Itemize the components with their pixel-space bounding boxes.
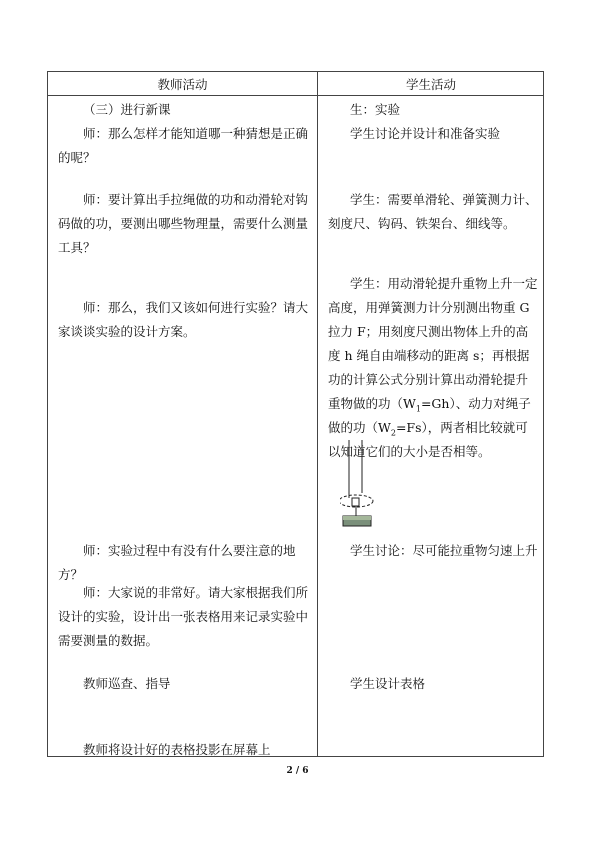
pulley-hook: [352, 498, 359, 506]
student-discuss-design: 学生讨论并设计和准备实验: [350, 126, 501, 141]
teacher-project-table: 教师将设计好的表格投影在屏幕上: [83, 742, 271, 757]
student-design-table: 学生设计表格: [350, 676, 426, 691]
student-method: 学生：用动滑轮提升重物上升一定高度，用弹簧测力计分别测出物重 G 拉力 F；用刻度尺测出物体上升的高度 h 绳自由端移动的距离 s；再根据功的计算公式分别计算出动滑轮提升重物做的功$(W_1=Gh)$、动力对绳子做的功$(W_2=Fs)$，两者相比较就可以知道它们的大小是否相等。: [328, 276, 538, 459]
student-discuss-uniform: 学生讨论：尽可能拉重物匀速上升: [350, 543, 538, 558]
header-teacher-activity: 教师活动: [157, 77, 208, 92]
pulley-apparatus-diagram: [340, 438, 400, 533]
teacher-new-lesson: （三）进行新课: [83, 102, 171, 117]
teacher-question-design: 师：那么，我们又该如何进行实验？请大家谈谈实验的设计方案。: [58, 300, 309, 339]
teacher-question-guess: 师：那么怎样才能知道哪一种猜想是正确的呢？: [58, 126, 309, 165]
header-student-activity: 学生活动: [405, 77, 456, 92]
student-equipment: 学生：需要单滑轮、弹簧测力计、刻度尺、钩码、铁架台、细线等。: [328, 192, 538, 231]
header-divider: [48, 95, 543, 96]
teacher-question-measure: 师：要计算出手拉绳做的功和动滑轮对钩码做的功，要测出哪些物理量，需要什么测量工具？: [58, 192, 309, 255]
weight-top: [343, 516, 371, 520]
teacher-question-caution: 师：实验过程中有没有什么要注意的地方？: [58, 543, 296, 582]
student-experiment: 生：实验: [350, 102, 401, 117]
pulley-circle: [340, 495, 373, 507]
teacher-design-table: 师：大家说的非常好。请大家根据我们所设计的实验，设计出一张表格用来记录实验中需要测量的数据。: [58, 585, 309, 648]
column-divider: [317, 72, 318, 756]
page-number: 2 / 6: [286, 766, 309, 776]
lesson-table: [47, 71, 544, 757]
teacher-patrol: 教师巡查、指导: [83, 676, 171, 691]
